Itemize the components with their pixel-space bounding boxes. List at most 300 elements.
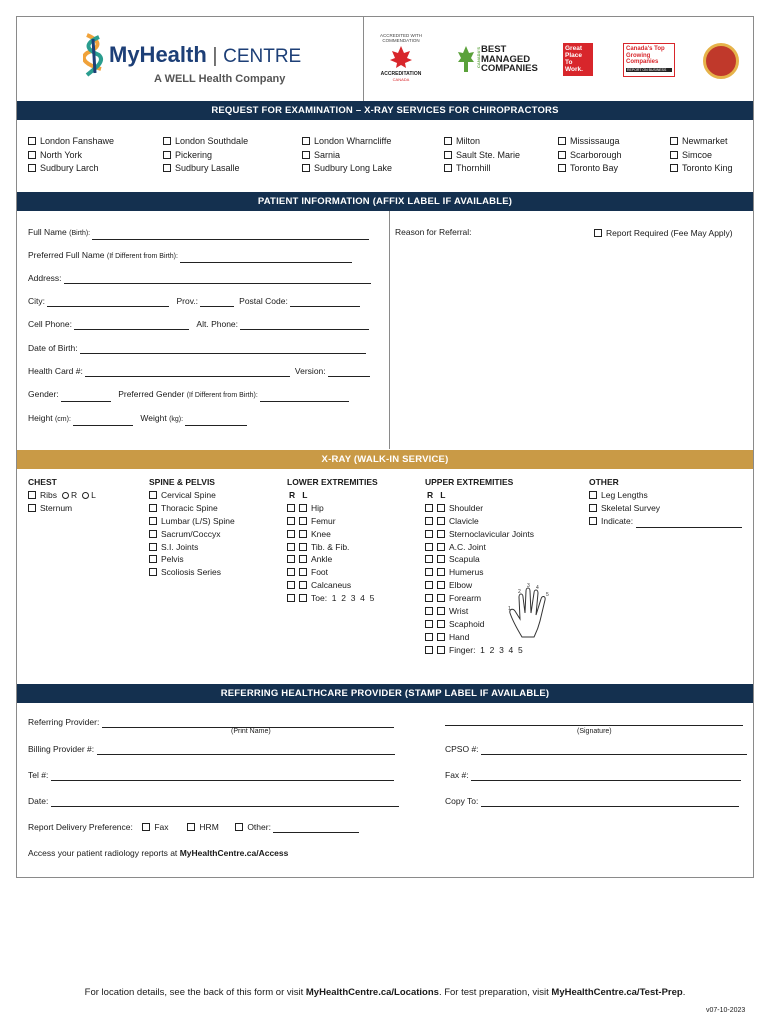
spine-option[interactable]	[149, 489, 235, 502]
weight-line[interactable]	[185, 417, 247, 426]
other-group	[589, 476, 742, 528]
billing-line[interactable]	[97, 746, 395, 755]
great-place-text: Great Place To Work.	[565, 45, 583, 73]
checkbox-icon[interactable]	[558, 151, 566, 159]
cell-label: Cell Phone:	[28, 319, 72, 329]
location-checkbox[interactable]	[28, 135, 114, 149]
delivery-fax-label: Fax	[154, 822, 169, 832]
referring-label: Referring Provider:	[28, 717, 100, 727]
preferred-name-line[interactable]	[180, 254, 352, 263]
delivery-preference	[28, 821, 359, 833]
delivery-other-checkbox[interactable]	[235, 823, 243, 831]
upper-title: UPPER EXTREMITIES	[425, 477, 514, 487]
lower-option[interactable]	[287, 553, 378, 566]
upper-option[interactable]	[425, 541, 534, 554]
upper-option[interactable]	[425, 566, 534, 579]
dob-field[interactable]	[28, 342, 366, 354]
tel-line[interactable]	[51, 772, 394, 781]
full-name-label: Full Name	[28, 227, 67, 237]
lower-title: LOWER EXTREMITIES	[287, 477, 378, 487]
checkbox-icon[interactable]	[444, 151, 452, 159]
signature-field[interactable]	[445, 716, 743, 726]
header	[17, 17, 753, 101]
billing-label: Billing Provider #:	[28, 744, 95, 754]
location-checkbox[interactable]	[28, 149, 114, 163]
left-checkbox-icon[interactable]	[437, 543, 445, 551]
cell-line[interactable]	[74, 321, 189, 330]
location-label: Sault Ste. Marie	[456, 149, 521, 160]
lower-label: Foot	[311, 567, 329, 578]
lower-label: Toe: 1 2 3 4 5	[311, 593, 375, 604]
xray-band: X-RAY (WALK-IN SERVICE)	[17, 450, 753, 469]
myhealth-logo-mark-icon	[83, 33, 105, 77]
chest-title: CHEST	[28, 477, 57, 487]
left-checkbox-icon[interactable]	[299, 504, 307, 512]
upper-label: Forearm	[449, 593, 482, 604]
access-link[interactable]: MyHealthCentre.ca/Access	[179, 848, 289, 858]
address-line[interactable]	[64, 275, 371, 284]
upper-label: Wrist	[449, 606, 469, 617]
location-column-3	[302, 135, 392, 176]
right-checkbox-icon[interactable]	[425, 633, 433, 641]
location-checkbox[interactable]	[163, 135, 248, 149]
preferred-gender-note: (If Different from Birth):	[186, 392, 258, 399]
checkbox-icon[interactable]	[149, 555, 157, 563]
checkbox-icon[interactable]	[163, 137, 171, 145]
accreditation-badge	[375, 33, 427, 91]
location-checkbox[interactable]	[670, 149, 733, 163]
accreditation-top-text: ACCREDITED WITH COMMENDATION	[380, 33, 422, 43]
preferred-gender-label: Preferred Gender	[118, 389, 185, 399]
height-weight-field[interactable]	[28, 412, 247, 426]
location-checkbox[interactable]	[558, 162, 622, 176]
lower-label: Ankle	[311, 554, 333, 565]
upper-label: Sternoclavicular Joints	[449, 528, 535, 539]
health-card-field[interactable]	[28, 365, 370, 377]
checkbox-icon[interactable]	[558, 137, 566, 145]
maple-leaf-icon	[388, 45, 414, 69]
other-label: Leg Lengths	[601, 489, 648, 500]
health-card-line[interactable]	[85, 368, 290, 377]
city-field[interactable]	[28, 295, 360, 307]
spine-label: Thoracic Spine	[161, 502, 218, 513]
checkbox-icon[interactable]	[670, 137, 678, 145]
city-label: City:	[28, 296, 45, 306]
location-checkbox[interactable]	[163, 149, 248, 163]
gender-line[interactable]	[61, 393, 111, 402]
lower-option[interactable]	[287, 528, 378, 541]
checkbox-icon[interactable]	[444, 137, 452, 145]
spine-option[interactable]	[149, 502, 235, 515]
location-label: Thornhill	[456, 163, 491, 173]
address-field[interactable]	[28, 272, 371, 284]
right-checkbox-icon[interactable]	[287, 555, 295, 563]
height-label: Height	[28, 413, 53, 423]
spine-title: SPINE & PELVIS	[149, 477, 215, 487]
location-label: Pickering	[175, 149, 213, 160]
full-name-field[interactable]	[28, 226, 369, 240]
right-checkbox-icon[interactable]	[425, 543, 433, 551]
footer-text-2: . For test preparation, visit	[438, 987, 549, 998]
preferred-name-label: Preferred Full Name	[28, 250, 105, 260]
right-checkbox-icon[interactable]	[425, 607, 433, 615]
right-checkbox-icon[interactable]	[287, 530, 295, 538]
title-band: REQUEST FOR EXAMINATION – X-RAY SERVICES FOR CHIROPRACTORS	[17, 101, 753, 120]
hand-diagram-icon	[508, 583, 556, 641]
tagline: A WELL Health Company	[154, 73, 286, 85]
checkbox-icon[interactable]	[28, 504, 36, 512]
lower-option[interactable]	[287, 579, 378, 592]
upper-label: A.C. Joint	[449, 541, 486, 552]
location-label: Mississauga	[570, 136, 620, 146]
preferred-gender-line[interactable]	[260, 393, 349, 402]
left-checkbox-icon[interactable]	[299, 517, 307, 525]
location-label: Sudbury Larch	[40, 163, 99, 173]
fax-label: Fax #:	[445, 770, 469, 780]
location-checkbox[interactable]	[163, 162, 248, 176]
left-checkbox-icon[interactable]	[437, 504, 445, 512]
preferred-name-note: (If Different from Birth):	[106, 253, 178, 260]
location-label: Toronto King	[682, 163, 733, 173]
date-line[interactable]	[51, 798, 399, 807]
right-checkbox-icon[interactable]	[425, 517, 433, 525]
patient-divider	[389, 211, 390, 449]
checkbox-icon[interactable]	[149, 568, 157, 576]
location-column-5	[558, 135, 622, 176]
delivery-hrm-label: HRM	[199, 822, 219, 832]
top-growing-sub-text: REPORT ON BUSINESS	[626, 68, 672, 72]
reason-label: Reason for Referral:	[395, 227, 472, 237]
left-checkbox-icon[interactable]	[299, 594, 307, 602]
location-column-4	[444, 135, 520, 176]
checkbox-icon[interactable]	[28, 137, 36, 145]
spine-label: Scoliosis Series	[161, 567, 221, 578]
location-label: Sarnia	[314, 149, 341, 160]
delivery-other-label: Other:	[247, 822, 271, 832]
ribs-l-label: L	[91, 489, 96, 500]
postal-line[interactable]	[290, 298, 360, 307]
location-label: Toronto Bay	[570, 163, 619, 173]
ribs-right-radio[interactable]	[62, 492, 69, 499]
left-checkbox-icon[interactable]	[299, 555, 307, 563]
lower-label: Knee	[311, 528, 331, 539]
lower-rl-header: R L	[289, 489, 308, 500]
checkbox-icon[interactable]	[589, 491, 597, 499]
best-managed-side-text: CANADA'S	[476, 47, 481, 68]
location-checkbox[interactable]	[444, 135, 520, 149]
upper-label: Hand	[449, 631, 470, 642]
upper-label: Clavicle	[449, 515, 479, 526]
height-line[interactable]	[73, 417, 133, 426]
postal-label: Postal Code:	[239, 296, 288, 306]
left-checkbox-icon[interactable]	[437, 594, 445, 602]
request-form	[16, 16, 754, 878]
spine-option[interactable]	[149, 566, 235, 579]
ribs-option[interactable]	[28, 489, 96, 502]
weight-label: Weight	[140, 413, 167, 423]
location-checkbox[interactable]	[302, 162, 392, 176]
checkbox-icon[interactable]	[28, 491, 36, 499]
accreditation-country-text: CANADA	[392, 77, 410, 82]
right-checkbox-icon[interactable]	[287, 543, 295, 551]
other-option[interactable]	[589, 515, 742, 528]
location-label: Milton	[456, 136, 481, 146]
left-checkbox-icon[interactable]	[437, 581, 445, 589]
report-required-label: Report Required (Fee May Apply)	[606, 228, 733, 238]
header-divider	[363, 17, 364, 101]
left-checkbox-icon[interactable]	[437, 555, 445, 563]
referring-provider-field[interactable]	[28, 716, 394, 728]
tel-label: Tel #:	[28, 770, 49, 780]
checkbox-icon[interactable]	[594, 229, 602, 237]
report-required-checkbox[interactable]	[594, 227, 733, 239]
upper-option[interactable]	[425, 553, 534, 566]
spine-label: Pelvis	[161, 554, 184, 565]
full-name-line[interactable]	[92, 231, 369, 240]
other-title: OTHER	[589, 477, 619, 487]
ribs-left-radio[interactable]	[82, 492, 89, 499]
upper-option[interactable]	[425, 502, 534, 515]
finger-number-1: 1	[508, 606, 511, 612]
spine-option[interactable]	[149, 553, 235, 566]
location-checkbox[interactable]	[444, 149, 520, 163]
finger-number-4: 4	[536, 585, 539, 591]
location-label: Scarborough	[570, 149, 622, 160]
reason-textarea[interactable]	[391, 239, 751, 447]
upper-label: Shoulder	[449, 502, 484, 513]
checkbox-icon[interactable]	[28, 164, 36, 172]
right-checkbox-icon[interactable]	[425, 504, 433, 512]
cpso-line[interactable]	[481, 746, 747, 755]
date-label: Date:	[28, 796, 49, 806]
location-checkbox[interactable]	[670, 162, 733, 176]
dob-label: Date of Birth:	[28, 343, 78, 353]
copy-to-field[interactable]	[445, 795, 739, 807]
location-column-2	[163, 135, 248, 176]
location-label: London Wharncliffe	[314, 136, 392, 146]
lower-option[interactable]	[287, 541, 378, 554]
indicate-line[interactable]	[636, 519, 742, 528]
alt-phone-line[interactable]	[240, 321, 369, 330]
lower-label: Femur	[311, 515, 336, 526]
cell-phone-field[interactable]	[28, 318, 369, 330]
left-checkbox-icon[interactable]	[437, 646, 445, 654]
other-option[interactable]	[589, 489, 742, 502]
right-checkbox-icon[interactable]	[287, 504, 295, 512]
lower-extremities-group	[287, 476, 378, 605]
finger-number-5: 5	[546, 592, 549, 598]
checkbox-icon[interactable]	[149, 517, 157, 525]
right-checkbox-icon[interactable]	[287, 517, 295, 525]
left-checkbox-icon[interactable]	[299, 581, 307, 589]
left-checkbox-icon[interactable]	[437, 568, 445, 576]
spine-label: Cervical Spine	[161, 489, 216, 500]
upper-rl-header: R L	[427, 489, 446, 500]
lower-label: Hip	[311, 502, 324, 513]
location-label: London Fanshawe	[40, 136, 115, 146]
location-checkbox[interactable]	[302, 135, 392, 149]
left-checkbox-icon[interactable]	[437, 530, 445, 538]
accreditation-name-text: ACCREDITATION	[380, 71, 422, 77]
checkbox-icon[interactable]	[589, 517, 597, 525]
location-column-6	[670, 135, 733, 176]
height-unit: (cm):	[54, 416, 71, 423]
ribs-label: Ribs	[40, 489, 58, 500]
cpso-field[interactable]	[445, 743, 747, 755]
right-checkbox-icon[interactable]	[425, 581, 433, 589]
chest-group	[28, 476, 96, 515]
upper-option[interactable]	[425, 528, 534, 541]
location-label: North York	[40, 149, 83, 160]
version-label: v07-10-2023	[706, 1007, 746, 1014]
location-checkbox[interactable]	[558, 135, 622, 149]
right-checkbox-icon[interactable]	[425, 530, 433, 538]
test-prep-link[interactable]: MyHealthCentre.ca/Test-Prep	[551, 987, 683, 998]
lower-option[interactable]	[287, 515, 378, 528]
checkbox-icon[interactable]	[558, 164, 566, 172]
right-checkbox-icon[interactable]	[287, 594, 295, 602]
brand-name-text: MyHealth	[109, 42, 207, 67]
location-label: London Southdale	[175, 136, 249, 146]
right-checkbox-icon[interactable]	[425, 594, 433, 602]
spine-label: Sacrum/Coccyx	[161, 528, 221, 539]
right-checkbox-icon[interactable]	[287, 581, 295, 589]
spine-label: S.I. Joints	[161, 541, 199, 552]
spine-label: Lumbar (L/S) Spine	[161, 515, 235, 526]
right-checkbox-icon[interactable]	[425, 620, 433, 628]
dob-line[interactable]	[80, 345, 366, 354]
footer-text-1: For location details, see the back of this form or visit	[84, 987, 304, 998]
best-managed-text: BEST MANAGED COMPANIES	[481, 44, 538, 74]
location-checkbox[interactable]	[558, 149, 622, 163]
left-checkbox-icon[interactable]	[437, 517, 445, 525]
locations-link[interactable]: MyHealthCentre.ca/Locations	[305, 987, 439, 998]
location-label: Newmarket	[682, 136, 728, 146]
sternum-option[interactable]	[28, 502, 96, 515]
fax-field[interactable]	[445, 769, 741, 781]
left-checkbox-icon[interactable]	[437, 620, 445, 628]
copy-to-label: Copy To:	[445, 796, 479, 806]
top-growing-badge	[623, 43, 675, 77]
tel-field[interactable]	[28, 769, 394, 781]
location-column-1	[28, 135, 114, 176]
right-checkbox-icon[interactable]	[425, 568, 433, 576]
checkbox-icon[interactable]	[149, 530, 157, 538]
best-managed-badge	[457, 43, 537, 79]
lower-option[interactable]	[287, 502, 378, 515]
lower-label: Tib. & Fib.	[311, 541, 350, 552]
checkbox-icon[interactable]	[670, 164, 678, 172]
location-label: Simcoe	[682, 149, 713, 160]
checkbox-icon[interactable]	[444, 164, 452, 172]
checkbox-icon[interactable]	[149, 491, 157, 499]
lower-label: Calcaneus	[311, 580, 352, 591]
upper-option[interactable]	[425, 644, 534, 657]
other-option[interactable]	[589, 502, 742, 515]
spine-option[interactable]	[149, 515, 235, 528]
upper-label: Scapula	[449, 554, 480, 565]
sternum-label: Sternum	[40, 502, 73, 513]
preferred-name-field[interactable]	[28, 249, 352, 263]
right-checkbox-icon[interactable]	[425, 555, 433, 563]
checkbox-icon[interactable]	[163, 151, 171, 159]
upper-option[interactable]	[425, 515, 534, 528]
lower-option[interactable]	[287, 592, 378, 605]
left-checkbox-icon[interactable]	[437, 607, 445, 615]
referring-line[interactable]	[102, 719, 394, 728]
signature-line[interactable]	[445, 717, 743, 726]
access-text: Access your patient radiology reports at	[28, 848, 178, 858]
left-checkbox-icon[interactable]	[299, 543, 307, 551]
location-checkbox[interactable]	[444, 162, 520, 176]
spine-option[interactable]	[149, 528, 235, 541]
date-field[interactable]	[28, 795, 399, 807]
prov-line[interactable]	[200, 298, 234, 307]
print-name-caption: (Print Name)	[231, 728, 271, 735]
city-line[interactable]	[47, 298, 169, 307]
award-seal-icon	[703, 43, 739, 79]
weight-unit: (kg):	[169, 416, 184, 423]
checkbox-icon[interactable]	[163, 164, 171, 172]
checkbox-icon[interactable]	[149, 543, 157, 551]
fax-line[interactable]	[471, 772, 741, 781]
copy-to-line[interactable]	[481, 798, 739, 807]
upper-label: Humerus	[449, 567, 484, 578]
checkbox-icon[interactable]	[589, 504, 597, 512]
upper-label: Finger: 1 2 3 4 5	[449, 644, 523, 655]
location-checkbox[interactable]	[28, 162, 114, 176]
finger-number-2: 2	[518, 589, 521, 595]
checkbox-icon[interactable]	[302, 151, 310, 159]
patient-band: PATIENT INFORMATION (AFFIX LABEL IF AVAILABLE)	[17, 192, 753, 211]
left-checkbox-icon[interactable]	[299, 568, 307, 576]
brand-name: MyHealth | CENTRE	[109, 42, 302, 67]
location-checkbox[interactable]	[670, 135, 733, 149]
right-checkbox-icon[interactable]	[287, 568, 295, 576]
left-checkbox-icon[interactable]	[299, 530, 307, 538]
great-place-badge	[563, 43, 593, 76]
lower-option[interactable]	[287, 566, 378, 579]
location-label: Sudbury Long Lake	[314, 163, 393, 173]
footer-note	[0, 987, 770, 998]
left-checkbox-icon[interactable]	[437, 633, 445, 641]
top-growing-text: Canada's Top Growing Companies	[626, 46, 665, 65]
delivery-fax-checkbox[interactable]	[142, 823, 150, 831]
checkbox-icon[interactable]	[28, 151, 36, 159]
finger-number-3: 3	[527, 583, 530, 589]
signature-caption: (Signature)	[577, 728, 612, 735]
upper-label: Scaphoid	[449, 618, 485, 629]
other-label: Indicate:	[601, 515, 634, 526]
billing-provider-field[interactable]	[28, 743, 395, 755]
delivery-hrm-checkbox[interactable]	[187, 823, 195, 831]
checkbox-icon[interactable]	[302, 164, 310, 172]
alt-phone-label: Alt. Phone:	[196, 319, 239, 329]
checkbox-icon[interactable]	[149, 504, 157, 512]
right-checkbox-icon[interactable]	[425, 646, 433, 654]
version-line[interactable]	[328, 368, 370, 377]
checkbox-icon[interactable]	[302, 137, 310, 145]
delivery-other-line[interactable]	[273, 824, 359, 833]
spine-group	[149, 476, 235, 579]
location-label: Sudbury Lasalle	[175, 163, 240, 173]
gender-field[interactable]	[28, 388, 349, 402]
cpso-label: CPSO #:	[445, 744, 479, 754]
location-checkbox[interactable]	[302, 149, 392, 163]
checkbox-icon[interactable]	[670, 151, 678, 159]
spine-option[interactable]	[149, 541, 235, 554]
ribs-r-label: R	[71, 489, 78, 500]
